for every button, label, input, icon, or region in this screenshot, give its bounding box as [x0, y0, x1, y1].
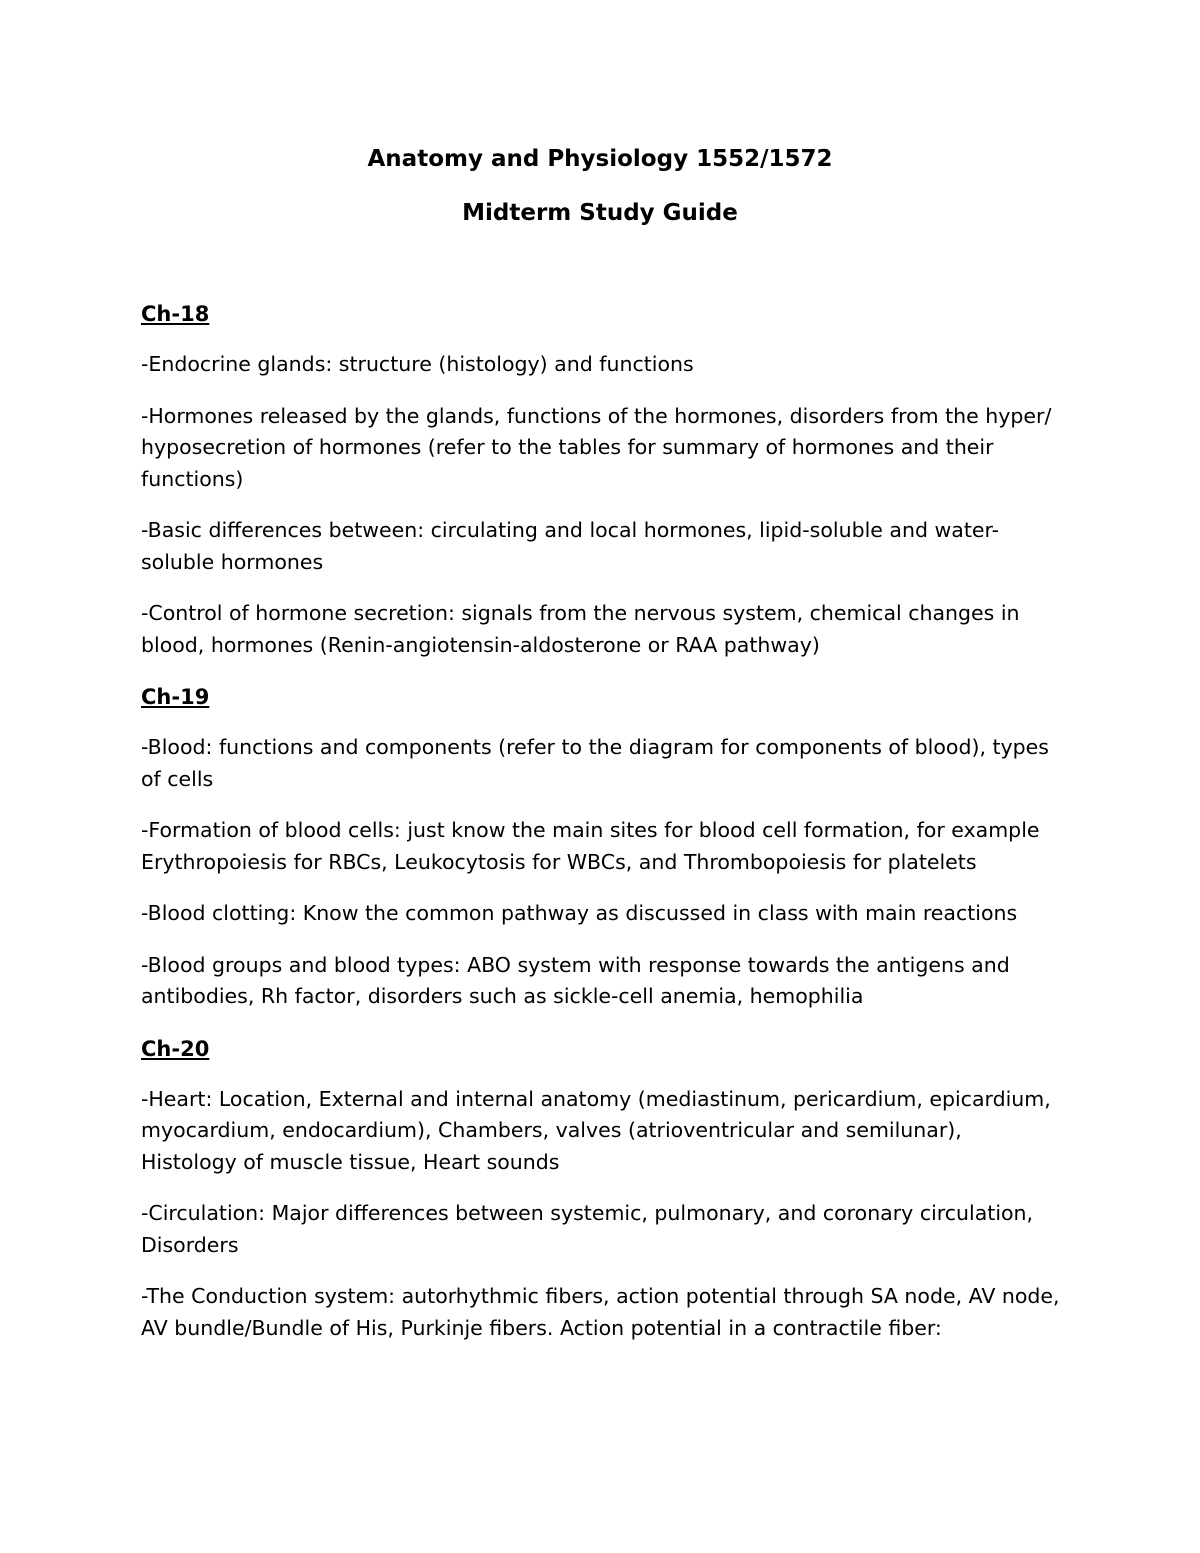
study-item: -Blood clotting: Know the common pathway as discussed in class with main reactions: [141, 901, 1018, 925]
study-item: -Formation of blood cells: just know the main sites for blood cell formation, for example Erythropoiesis for RBCs, Leukocytosis for WBCs, and Thrombopoiesis for platelets: [141, 818, 1040, 874]
study-item: -Blood groups and blood types: ABO system with response towards the antigens and antibodies, Rh factor, disorders such as sickle-cell anemia, hemophilia: [141, 952, 1010, 1008]
study-item: -Hormones released by the glands, functions of the hormones, disorders from the hyper/ hyposecretion of hormones (refer to the tables for summary of hormones and their functions): [141, 403, 1052, 491]
document-subtitle: Midterm Study Guide: [462, 200, 738, 226]
chapter-section: [141, 681, 1061, 1013]
study-item: -Control of hormone secretion: signals from the nervous system, chemical changes in blood, hormones (Renin-angiotensin-aldosterone or RAA pathway): [141, 601, 1020, 657]
study-item: -Heart: Location, External and internal anatomy (mediastinum, pericardium, epicardium, myocardium, endocardium), Chambers, valves (atrioventricular and semilunar), Histology of muscle tissue, Heart sounds: [141, 1086, 1051, 1174]
study-item: -Circulation: Major differences between systemic, pulmonary, and coronary circulation, Disorders: [141, 1201, 1034, 1257]
chapter-section: [141, 1033, 1061, 1345]
chapter-heading: Ch-19: [141, 685, 210, 709]
chapter-heading: Ch-18: [141, 302, 210, 326]
study-item: -The Conduction system: autorhythmic fibers, action potential through SA node, AV node, AV bundle/Bundle of His, Purkinje fibers. Action potential in a contractile fiber:: [141, 1284, 1060, 1340]
chapter-heading: Ch-20: [141, 1036, 210, 1061]
chapter-section: [141, 298, 1061, 661]
document-title: Anatomy and Physiology 1552/1572: [367, 146, 833, 172]
study-item: -Basic differences between: circulating and local hormones, lipid-soluble and water-soluble hormones: [141, 518, 999, 574]
study-item: -Endocrine glands: structure (histology) and functions: [141, 352, 694, 376]
document-body: [141, 298, 1061, 1364]
study-item: -Blood: functions and components (refer to the diagram for components of blood), types of cells: [141, 735, 1049, 791]
